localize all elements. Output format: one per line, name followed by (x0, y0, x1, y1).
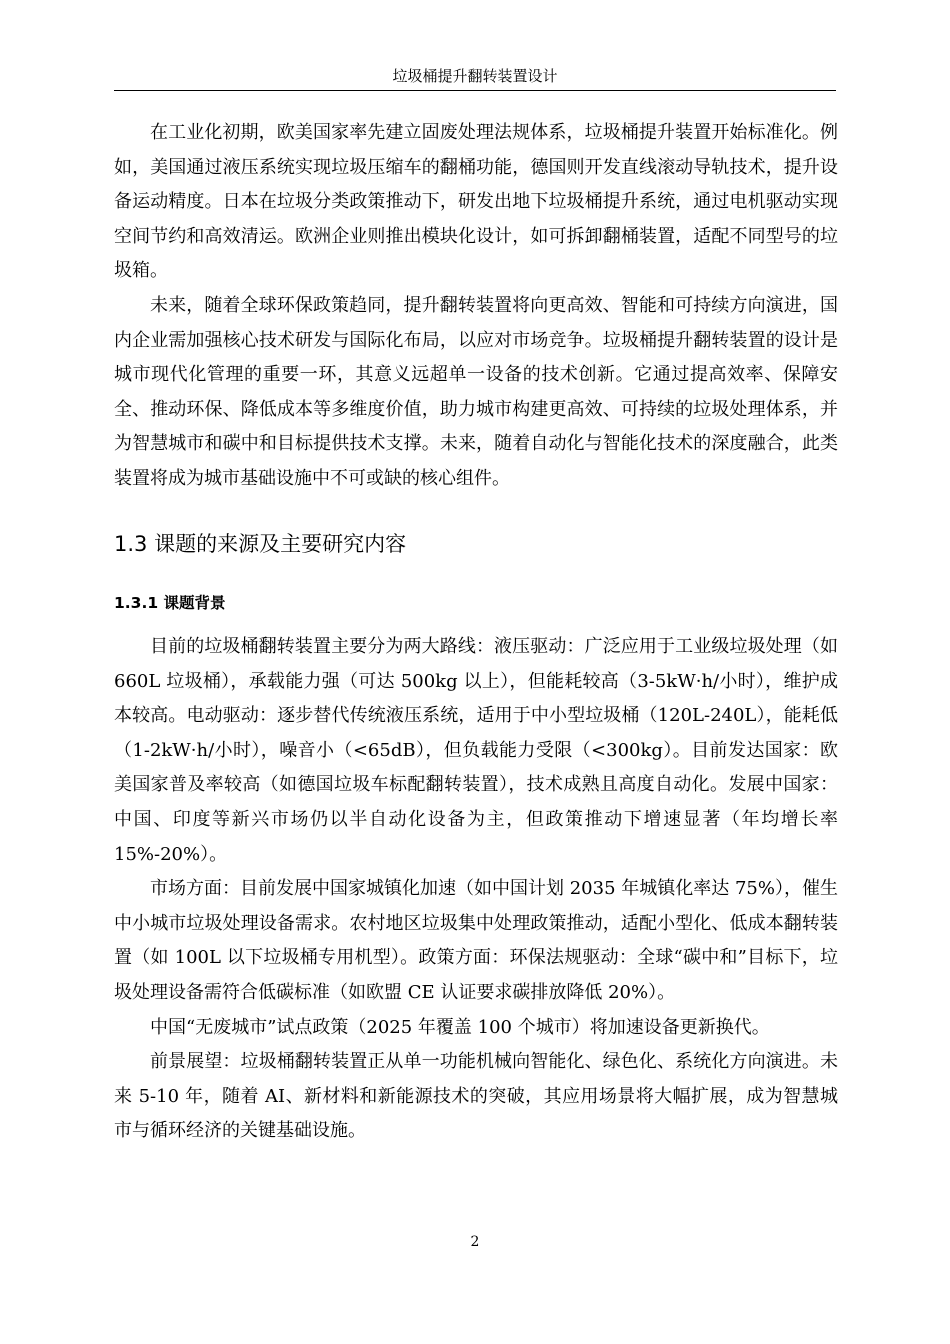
paragraph-outlook: 前景展望：垃圾桶翻转装置正从单一功能机械向智能化、绿色化、系统化方向演进。未来 5-10 年，随着 AI、新材料和新能源技术的突破，其应用场景将大幅扩展，成为智慧城市与循环经济的关键基础设施。 (114, 1051, 838, 1142)
paragraph-history: 在工业化初期，欧美国家率先建立固废处理法规体系，垃圾桶提升装置开始标准化。例如，美国通过液压系统实现垃圾压缩车的翻桶功能，德国则开发直线滚动导轨技术，提升设备运动精度。日本在垃圾分类政策推动下，研发出地下垃圾桶提升系统，通过电机驱动实现空间节约和高效清运。欧洲企业则推出模块化设计，如可拆卸翻桶装置，适配不同型号的垃圾箱。 (114, 122, 838, 282)
page-number: 2 (470, 1234, 480, 1250)
paragraph-market-policy: 市场方面：目前发展中国家城镇化加速（如中国计划 2035 年城镇化率达 75%），催生中小城市垃圾处理设备需求。农村地区垃圾集中处理政策推动，适配小型化、低成本翻转装置（如 100L 以下垃圾桶专用机型）。政策方面：环保法规驱动：全球“碳中和”目标下，垃圾处理设备需符合低碳标准（如欧盟 CE 认证要求碳排放降低 20%）。 (114, 878, 838, 1003)
page-header (114, 62, 836, 91)
background-text-block (114, 630, 838, 1149)
paragraph-technology: 目前的垃圾桶翻转装置主要分为两大路线：液压驱动：广泛应用于工业级垃圾处理（如 660L 垃圾桶），承载能力强（可达 500kg 以上），但能耗较高（3-5kW·h/小时），维护成本较高。电动驱动：逐步替代传统液压系统，适用于中小型垃圾桶（120L-240L），能耗低（1-2kW·h/小时），噪音小（<65dB），但负载能力受限（<300kg）。目前发达国家：欧美国家普及率较高（如德国垃圾车标配翻转装置），技术成熟且高度自动化。发展中国家：中国、印度等新兴市场仍以半自动化设备为主，但政策推动下增速显著（年均增长率 15%-20%）。 (114, 636, 838, 865)
subsection-heading: 1.3.1 课题背景 (114, 594, 226, 612)
intro-text-block (114, 116, 838, 497)
paragraph-future: 未来，随着全球环保政策趋同，提升翻转装置将向更高效、智能和可持续方向演进，国内企业需加强核心技术研发与国际化布局，以应对市场竞争。垃圾桶提升翻转装置的设计是城市现代化管理的重要一环，其意义远超单一设备的技术创新。它通过提高效率、保障安全、推动环保、降低成本等多维度价值，助力城市构建更高效、可持续的垃圾处理体系，并为智慧城市和碳中和目标提供技术支撑。未来，随着自动化与智能化技术的深度融合，此类装置将成为城市基础设施中不可或缺的核心组件。 (114, 294, 838, 489)
paragraph-zero-waste-city: 中国“无废城市”试点政策（2025 年覆盖 100 个城市）将加速设备更新换代。 (150, 1016, 770, 1038)
section-heading: 1.3 课题的来源及主要研究内容 (114, 532, 407, 556)
document-title: 垃圾桶提升翻转装置设计 (392, 67, 558, 85)
